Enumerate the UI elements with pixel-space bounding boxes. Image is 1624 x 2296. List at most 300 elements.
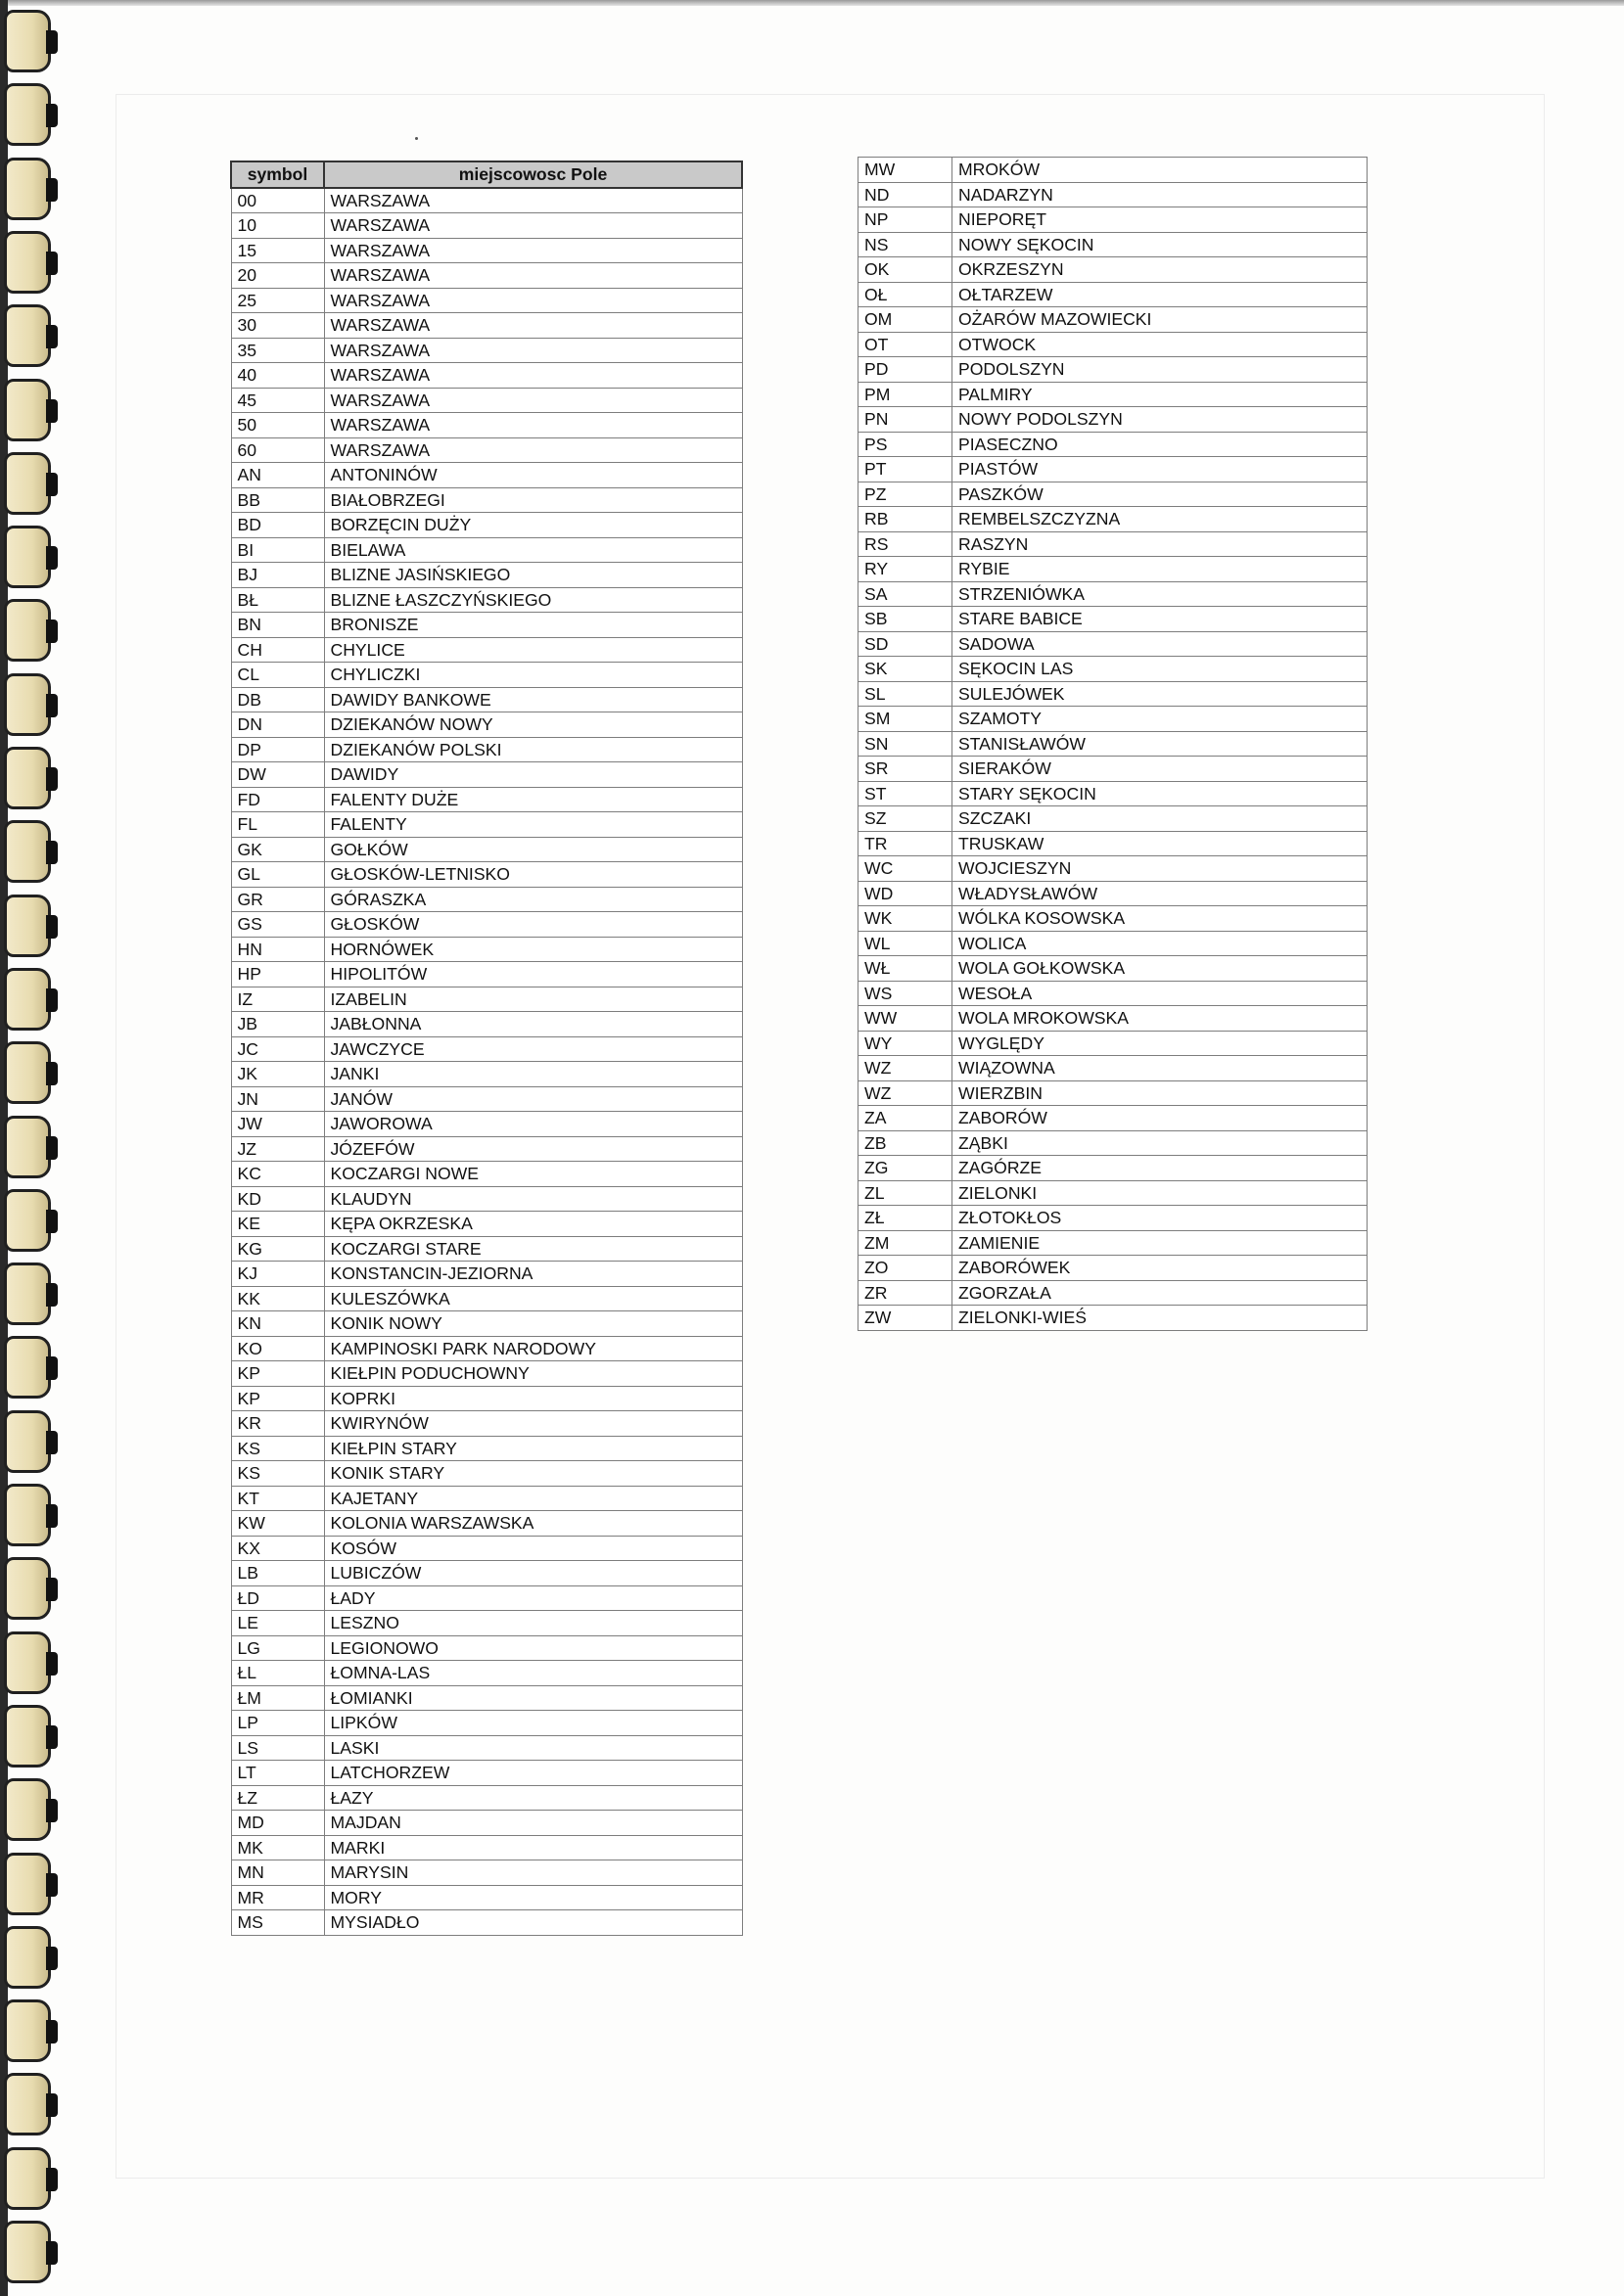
cell-locality: KAMPINOSKI PARK NARODOWY — [324, 1336, 742, 1361]
speck — [415, 137, 418, 140]
binding-ring — [4, 1778, 51, 1841]
table-row — [231, 762, 742, 788]
cell-symbol: 30 — [231, 313, 324, 339]
cell-symbol: KE — [231, 1212, 324, 1237]
cell-symbol: 40 — [231, 363, 324, 389]
table-row — [858, 956, 1368, 982]
cell-symbol: ZG — [858, 1156, 952, 1181]
cell-locality: JANKI — [324, 1062, 742, 1087]
cell-symbol: ZL — [858, 1180, 952, 1206]
cell-symbol: GK — [231, 837, 324, 862]
cell-symbol: RS — [858, 531, 952, 557]
table-row — [231, 962, 742, 987]
binding-ring — [4, 747, 51, 809]
cell-locality: ZŁOTOKŁOS — [952, 1206, 1368, 1231]
cell-locality: JANÓW — [324, 1086, 742, 1112]
cell-locality: MROKÓW — [952, 158, 1368, 183]
binding-ring — [4, 1189, 51, 1252]
table-row — [858, 607, 1368, 632]
cell-symbol: ZM — [858, 1230, 952, 1256]
cell-symbol: OK — [858, 257, 952, 283]
cell-symbol: ŁM — [231, 1685, 324, 1711]
table-row — [231, 1012, 742, 1037]
table-row — [231, 563, 742, 588]
cell-locality: GÓRASZKA — [324, 887, 742, 912]
cell-locality: WARSZAWA — [324, 363, 742, 389]
cell-locality: CHYLICE — [324, 637, 742, 663]
cell-symbol: JZ — [231, 1136, 324, 1162]
cell-symbol: KC — [231, 1162, 324, 1187]
cell-locality: OŻARÓW MAZOWIECKI — [952, 307, 1368, 333]
binding-ring — [4, 1041, 51, 1104]
cell-locality: KLAUDYN — [324, 1186, 742, 1212]
table-row — [858, 631, 1368, 657]
cell-locality: HORNÓWEK — [324, 937, 742, 962]
table-row — [858, 931, 1368, 956]
table-row — [231, 1511, 742, 1537]
cell-locality: ZABORÓWEK — [952, 1256, 1368, 1281]
cell-symbol: LE — [231, 1611, 324, 1636]
cell-locality: WIERZBIN — [952, 1080, 1368, 1106]
cell-symbol: OŁ — [858, 282, 952, 307]
cell-locality: ZABORÓW — [952, 1106, 1368, 1131]
table-row — [858, 382, 1368, 407]
cell-symbol: BŁ — [231, 587, 324, 613]
table-row — [231, 1436, 742, 1461]
cell-locality: SZCZAKI — [952, 806, 1368, 832]
cell-symbol: KS — [231, 1436, 324, 1461]
cell-symbol: OT — [858, 332, 952, 357]
table-row — [231, 1711, 742, 1736]
cell-symbol: SN — [858, 731, 952, 757]
cell-locality: BLIZNE JASIŃSKIEGO — [324, 563, 742, 588]
cell-locality: DAWIDY — [324, 762, 742, 788]
cell-symbol: MR — [231, 1885, 324, 1910]
cell-locality: GŁOSKÓW — [324, 912, 742, 938]
cell-symbol: ST — [858, 781, 952, 806]
table-row — [858, 881, 1368, 906]
cell-locality: ZIELONKI — [952, 1180, 1368, 1206]
table-row — [858, 1280, 1368, 1306]
cell-symbol: WK — [858, 906, 952, 932]
cell-symbol: MN — [231, 1860, 324, 1886]
cell-locality: CHYLICZKI — [324, 663, 742, 688]
cell-locality: WARSZAWA — [324, 388, 742, 413]
cell-locality: WÓLKA KOSOWSKA — [952, 906, 1368, 932]
cell-symbol: WL — [858, 931, 952, 956]
table-row — [231, 1486, 742, 1511]
cell-symbol: PM — [858, 382, 952, 407]
cell-locality: WYGLĘDY — [952, 1031, 1368, 1056]
table-row — [231, 912, 742, 938]
cell-symbol: 50 — [231, 413, 324, 438]
cell-symbol: GR — [231, 887, 324, 912]
table-row — [858, 332, 1368, 357]
cell-locality: KULESZÓWKA — [324, 1286, 742, 1311]
cell-symbol: KK — [231, 1286, 324, 1311]
binding-ring — [4, 1557, 51, 1620]
cell-locality: ZĄBKI — [952, 1130, 1368, 1156]
cell-symbol: KJ — [231, 1262, 324, 1287]
binding-ring — [4, 1116, 51, 1178]
table-row — [231, 712, 742, 738]
cell-locality: WOLA GOŁKOWSKA — [952, 956, 1368, 982]
cell-symbol: BI — [231, 537, 324, 563]
cell-symbol: JK — [231, 1062, 324, 1087]
cell-symbol: BD — [231, 513, 324, 538]
cell-symbol: KX — [231, 1536, 324, 1561]
cell-locality: FALENTY — [324, 812, 742, 838]
table-row — [231, 1811, 742, 1836]
cell-locality: ZAMIENIE — [952, 1230, 1368, 1256]
table-row — [231, 787, 742, 812]
cell-locality: LESZNO — [324, 1611, 742, 1636]
table-row — [858, 781, 1368, 806]
cell-locality: WOJCIESZYN — [952, 856, 1368, 882]
table-row — [231, 363, 742, 389]
cell-locality: BIAŁOBRZEGI — [324, 487, 742, 513]
table-row — [231, 937, 742, 962]
cell-symbol: SM — [858, 707, 952, 732]
table-row — [858, 357, 1368, 383]
cell-locality: JAWOROWA — [324, 1112, 742, 1137]
column-header-locality: miejscowosc Pole — [324, 161, 742, 188]
table-row — [231, 1536, 742, 1561]
cell-locality: WIĄZOWNA — [952, 1056, 1368, 1081]
cell-symbol: ZŁ — [858, 1206, 952, 1231]
binding-ring — [4, 1484, 51, 1546]
cell-locality: KIEŁPIN PODUCHOWNY — [324, 1361, 742, 1387]
cell-locality: HIPOLITÓW — [324, 962, 742, 987]
cell-symbol: PS — [858, 432, 952, 457]
binding-ring — [4, 1410, 51, 1473]
cell-symbol: WY — [858, 1031, 952, 1056]
table-row — [858, 232, 1368, 257]
cell-locality: BLIZNE ŁASZCZYŃSKIEGO — [324, 587, 742, 613]
binding-ring — [4, 452, 51, 515]
cell-locality: ANTONINÓW — [324, 463, 742, 488]
table-row — [231, 437, 742, 463]
cell-symbol: ŁD — [231, 1585, 324, 1611]
cell-locality: WARSZAWA — [324, 413, 742, 438]
cell-symbol: KP — [231, 1361, 324, 1387]
table-row — [858, 1006, 1368, 1032]
cell-locality: OŁTARZEW — [952, 282, 1368, 307]
table-row — [231, 1212, 742, 1237]
cell-locality: NOWY PODOLSZYN — [952, 407, 1368, 433]
cell-locality: WARSZAWA — [324, 188, 742, 213]
cell-symbol: 60 — [231, 437, 324, 463]
table-row — [231, 1735, 742, 1761]
binding-ring — [4, 2147, 51, 2210]
cell-symbol: 25 — [231, 288, 324, 313]
binding-ring — [4, 2073, 51, 2135]
locality-code-table-right — [858, 157, 1368, 1331]
cell-symbol: JB — [231, 1012, 324, 1037]
cell-symbol: SR — [858, 757, 952, 782]
table-row — [858, 1180, 1368, 1206]
table-row — [858, 906, 1368, 932]
table-row — [858, 1206, 1368, 1231]
cell-symbol: MD — [231, 1811, 324, 1836]
cell-locality: DAWIDY BANKOWE — [324, 687, 742, 712]
table-row — [858, 1106, 1368, 1131]
table-row — [231, 1635, 742, 1661]
table-row — [858, 257, 1368, 283]
cell-locality: SADOWA — [952, 631, 1368, 657]
cell-symbol: FD — [231, 787, 324, 812]
cell-locality: ŁAZY — [324, 1785, 742, 1811]
cell-symbol: RB — [858, 507, 952, 532]
cell-symbol: WD — [858, 881, 952, 906]
cell-symbol: KD — [231, 1186, 324, 1212]
table-row — [858, 1130, 1368, 1156]
table-row — [231, 487, 742, 513]
cell-symbol: ŁZ — [231, 1785, 324, 1811]
cell-locality: BRONISZE — [324, 613, 742, 638]
table-row — [231, 1585, 742, 1611]
binding-ring — [4, 10, 51, 72]
table-row — [858, 158, 1368, 183]
table-row — [858, 282, 1368, 307]
table-row — [231, 1611, 742, 1636]
cell-symbol: AN — [231, 463, 324, 488]
binding-ring — [4, 968, 51, 1031]
cell-symbol: CH — [231, 637, 324, 663]
cell-locality: WARSZAWA — [324, 213, 742, 239]
table-row — [231, 513, 742, 538]
cell-symbol: FL — [231, 812, 324, 838]
column-header-symbol: symbol — [231, 161, 324, 188]
cell-locality: WOLA MROKOWSKA — [952, 1006, 1368, 1032]
table-body-left — [231, 188, 742, 1936]
cell-symbol: BJ — [231, 563, 324, 588]
cell-symbol: KT — [231, 1486, 324, 1511]
cell-locality: KONSTANCIN-JEZIORNA — [324, 1262, 742, 1287]
cell-locality: LIPKÓW — [324, 1711, 742, 1736]
table-row — [231, 1286, 742, 1311]
table-row — [858, 1056, 1368, 1081]
table-row — [858, 806, 1368, 832]
table-row — [231, 288, 742, 313]
table-row — [858, 207, 1368, 233]
cell-locality: RYBIE — [952, 557, 1368, 582]
table-row — [231, 1036, 742, 1062]
table-row — [858, 557, 1368, 582]
cell-symbol: WŁ — [858, 956, 952, 982]
table-row — [858, 1156, 1368, 1181]
cell-symbol: JC — [231, 1036, 324, 1062]
cell-locality: WŁADYSŁAWÓW — [952, 881, 1368, 906]
cell-symbol: HP — [231, 962, 324, 987]
binding-ring — [4, 599, 51, 662]
cell-locality: PIASTÓW — [952, 457, 1368, 482]
cell-symbol: PD — [858, 357, 952, 383]
table-row — [231, 1186, 742, 1212]
table-row — [231, 887, 742, 912]
cell-locality: KWIRYNÓW — [324, 1411, 742, 1437]
table-row — [231, 737, 742, 762]
table-header-row — [231, 161, 742, 188]
table-row — [858, 707, 1368, 732]
cell-locality: SZAMOTY — [952, 707, 1368, 732]
table-row — [231, 1086, 742, 1112]
table-row — [231, 238, 742, 263]
table-row — [231, 1162, 742, 1187]
table-row — [231, 1386, 742, 1411]
locality-code-table-left — [230, 161, 743, 1936]
cell-symbol: KN — [231, 1311, 324, 1337]
cell-symbol: SK — [858, 657, 952, 682]
cell-symbol: KR — [231, 1411, 324, 1437]
cell-symbol: 35 — [231, 338, 324, 363]
cell-locality: JABŁONNA — [324, 1012, 742, 1037]
table-row — [858, 1230, 1368, 1256]
cell-locality: KIEŁPIN STARY — [324, 1436, 742, 1461]
table-row — [858, 831, 1368, 856]
table-row — [858, 1080, 1368, 1106]
table-row — [231, 1236, 742, 1262]
table-row — [858, 432, 1368, 457]
cell-locality: WARSZAWA — [324, 437, 742, 463]
cell-locality: KOPRKI — [324, 1386, 742, 1411]
cell-symbol: LB — [231, 1561, 324, 1586]
spiral-binding — [0, 0, 78, 2296]
cell-locality: PALMIRY — [952, 382, 1368, 407]
table-row — [231, 313, 742, 339]
table-row — [231, 1411, 742, 1437]
cell-locality: JÓZEFÓW — [324, 1136, 742, 1162]
table-row — [858, 856, 1368, 882]
table-row — [858, 757, 1368, 782]
cell-symbol: SL — [858, 681, 952, 707]
cell-locality: RASZYN — [952, 531, 1368, 557]
cell-locality: SIERAKÓW — [952, 757, 1368, 782]
cell-symbol: KP — [231, 1386, 324, 1411]
cell-locality: KĘPA OKRZESKA — [324, 1212, 742, 1237]
cell-symbol: GS — [231, 912, 324, 938]
table-row — [231, 537, 742, 563]
table-row — [858, 507, 1368, 532]
table-row — [231, 213, 742, 239]
cell-symbol: PT — [858, 457, 952, 482]
cell-symbol: TR — [858, 831, 952, 856]
cell-symbol: 15 — [231, 238, 324, 263]
cell-symbol: MW — [858, 158, 952, 183]
table-row — [231, 1685, 742, 1711]
binding-ring — [4, 1263, 51, 1325]
cell-symbol: KG — [231, 1236, 324, 1262]
binding-ring — [4, 231, 51, 294]
cell-locality: GOŁKÓW — [324, 837, 742, 862]
table-row — [231, 987, 742, 1012]
cell-symbol: SD — [858, 631, 952, 657]
binding-ring — [4, 1926, 51, 1989]
cell-locality: REMBELSZCZYZNA — [952, 507, 1368, 532]
cell-locality: STARY SĘKOCIN — [952, 781, 1368, 806]
cell-locality: MARYSIN — [324, 1860, 742, 1886]
cell-symbol: WC — [858, 856, 952, 882]
table-body-right — [858, 158, 1368, 1331]
cell-locality: PASZKÓW — [952, 482, 1368, 507]
table-row — [231, 263, 742, 289]
binding-ring — [4, 1999, 51, 2062]
cell-locality: DZIEKANÓW POLSKI — [324, 737, 742, 762]
table-row — [231, 1336, 742, 1361]
cell-locality: STANISŁAWÓW — [952, 731, 1368, 757]
cell-symbol: PN — [858, 407, 952, 433]
cell-symbol: JW — [231, 1112, 324, 1137]
cell-symbol: ZR — [858, 1280, 952, 1306]
table-row — [231, 1761, 742, 1786]
cell-locality: ZAGÓRZE — [952, 1156, 1368, 1181]
cell-locality: SĘKOCIN LAS — [952, 657, 1368, 682]
table-row — [231, 1136, 742, 1162]
cell-locality: BIELAWA — [324, 537, 742, 563]
cell-locality: WARSZAWA — [324, 238, 742, 263]
cell-locality: WARSZAWA — [324, 338, 742, 363]
cell-symbol: ZA — [858, 1106, 952, 1131]
cell-symbol: WZ — [858, 1056, 952, 1081]
cell-symbol: KW — [231, 1511, 324, 1537]
cell-symbol: DB — [231, 687, 324, 712]
binding-ring — [4, 895, 51, 957]
cell-locality: JAWCZYCE — [324, 1036, 742, 1062]
table-row — [231, 613, 742, 638]
cell-locality: LASKI — [324, 1735, 742, 1761]
table-row — [858, 307, 1368, 333]
table-row — [858, 731, 1368, 757]
cell-symbol: 45 — [231, 388, 324, 413]
cell-locality: TRUSKAW — [952, 831, 1368, 856]
cell-locality: ZGORZAŁA — [952, 1280, 1368, 1306]
table-row — [231, 862, 742, 888]
binding-ring — [4, 304, 51, 367]
cell-locality: NADARZYN — [952, 182, 1368, 207]
cell-symbol: KS — [231, 1461, 324, 1487]
cell-locality: BORZĘCIN DUŻY — [324, 513, 742, 538]
cell-locality: GŁOSKÓW-LETNISKO — [324, 862, 742, 888]
table-row — [231, 1262, 742, 1287]
cell-symbol: 00 — [231, 188, 324, 213]
table-row — [231, 463, 742, 488]
table-row — [231, 1835, 742, 1860]
cell-symbol: ZB — [858, 1130, 952, 1156]
table-row — [858, 407, 1368, 433]
cell-locality: KOSÓW — [324, 1536, 742, 1561]
cell-symbol: 10 — [231, 213, 324, 239]
binding-ring — [4, 83, 51, 146]
table-row — [231, 188, 742, 213]
table-row — [858, 581, 1368, 607]
table-row — [231, 1860, 742, 1886]
cell-locality: MYSIADŁO — [324, 1910, 742, 1936]
cell-locality: LEGIONOWO — [324, 1635, 742, 1661]
cell-symbol: DP — [231, 737, 324, 762]
cell-locality: KAJETANY — [324, 1486, 742, 1511]
binding-ring — [4, 673, 51, 736]
cell-locality: DZIEKANÓW NOWY — [324, 712, 742, 738]
cell-locality: WESOŁA — [952, 981, 1368, 1006]
cell-symbol: NP — [858, 207, 952, 233]
cell-symbol: WS — [858, 981, 952, 1006]
binding-ring — [4, 820, 51, 883]
binding-ring — [4, 158, 51, 220]
cell-locality: STARE BABICE — [952, 607, 1368, 632]
cell-symbol: MK — [231, 1835, 324, 1860]
table-row — [231, 1910, 742, 1936]
table-row — [231, 1561, 742, 1586]
